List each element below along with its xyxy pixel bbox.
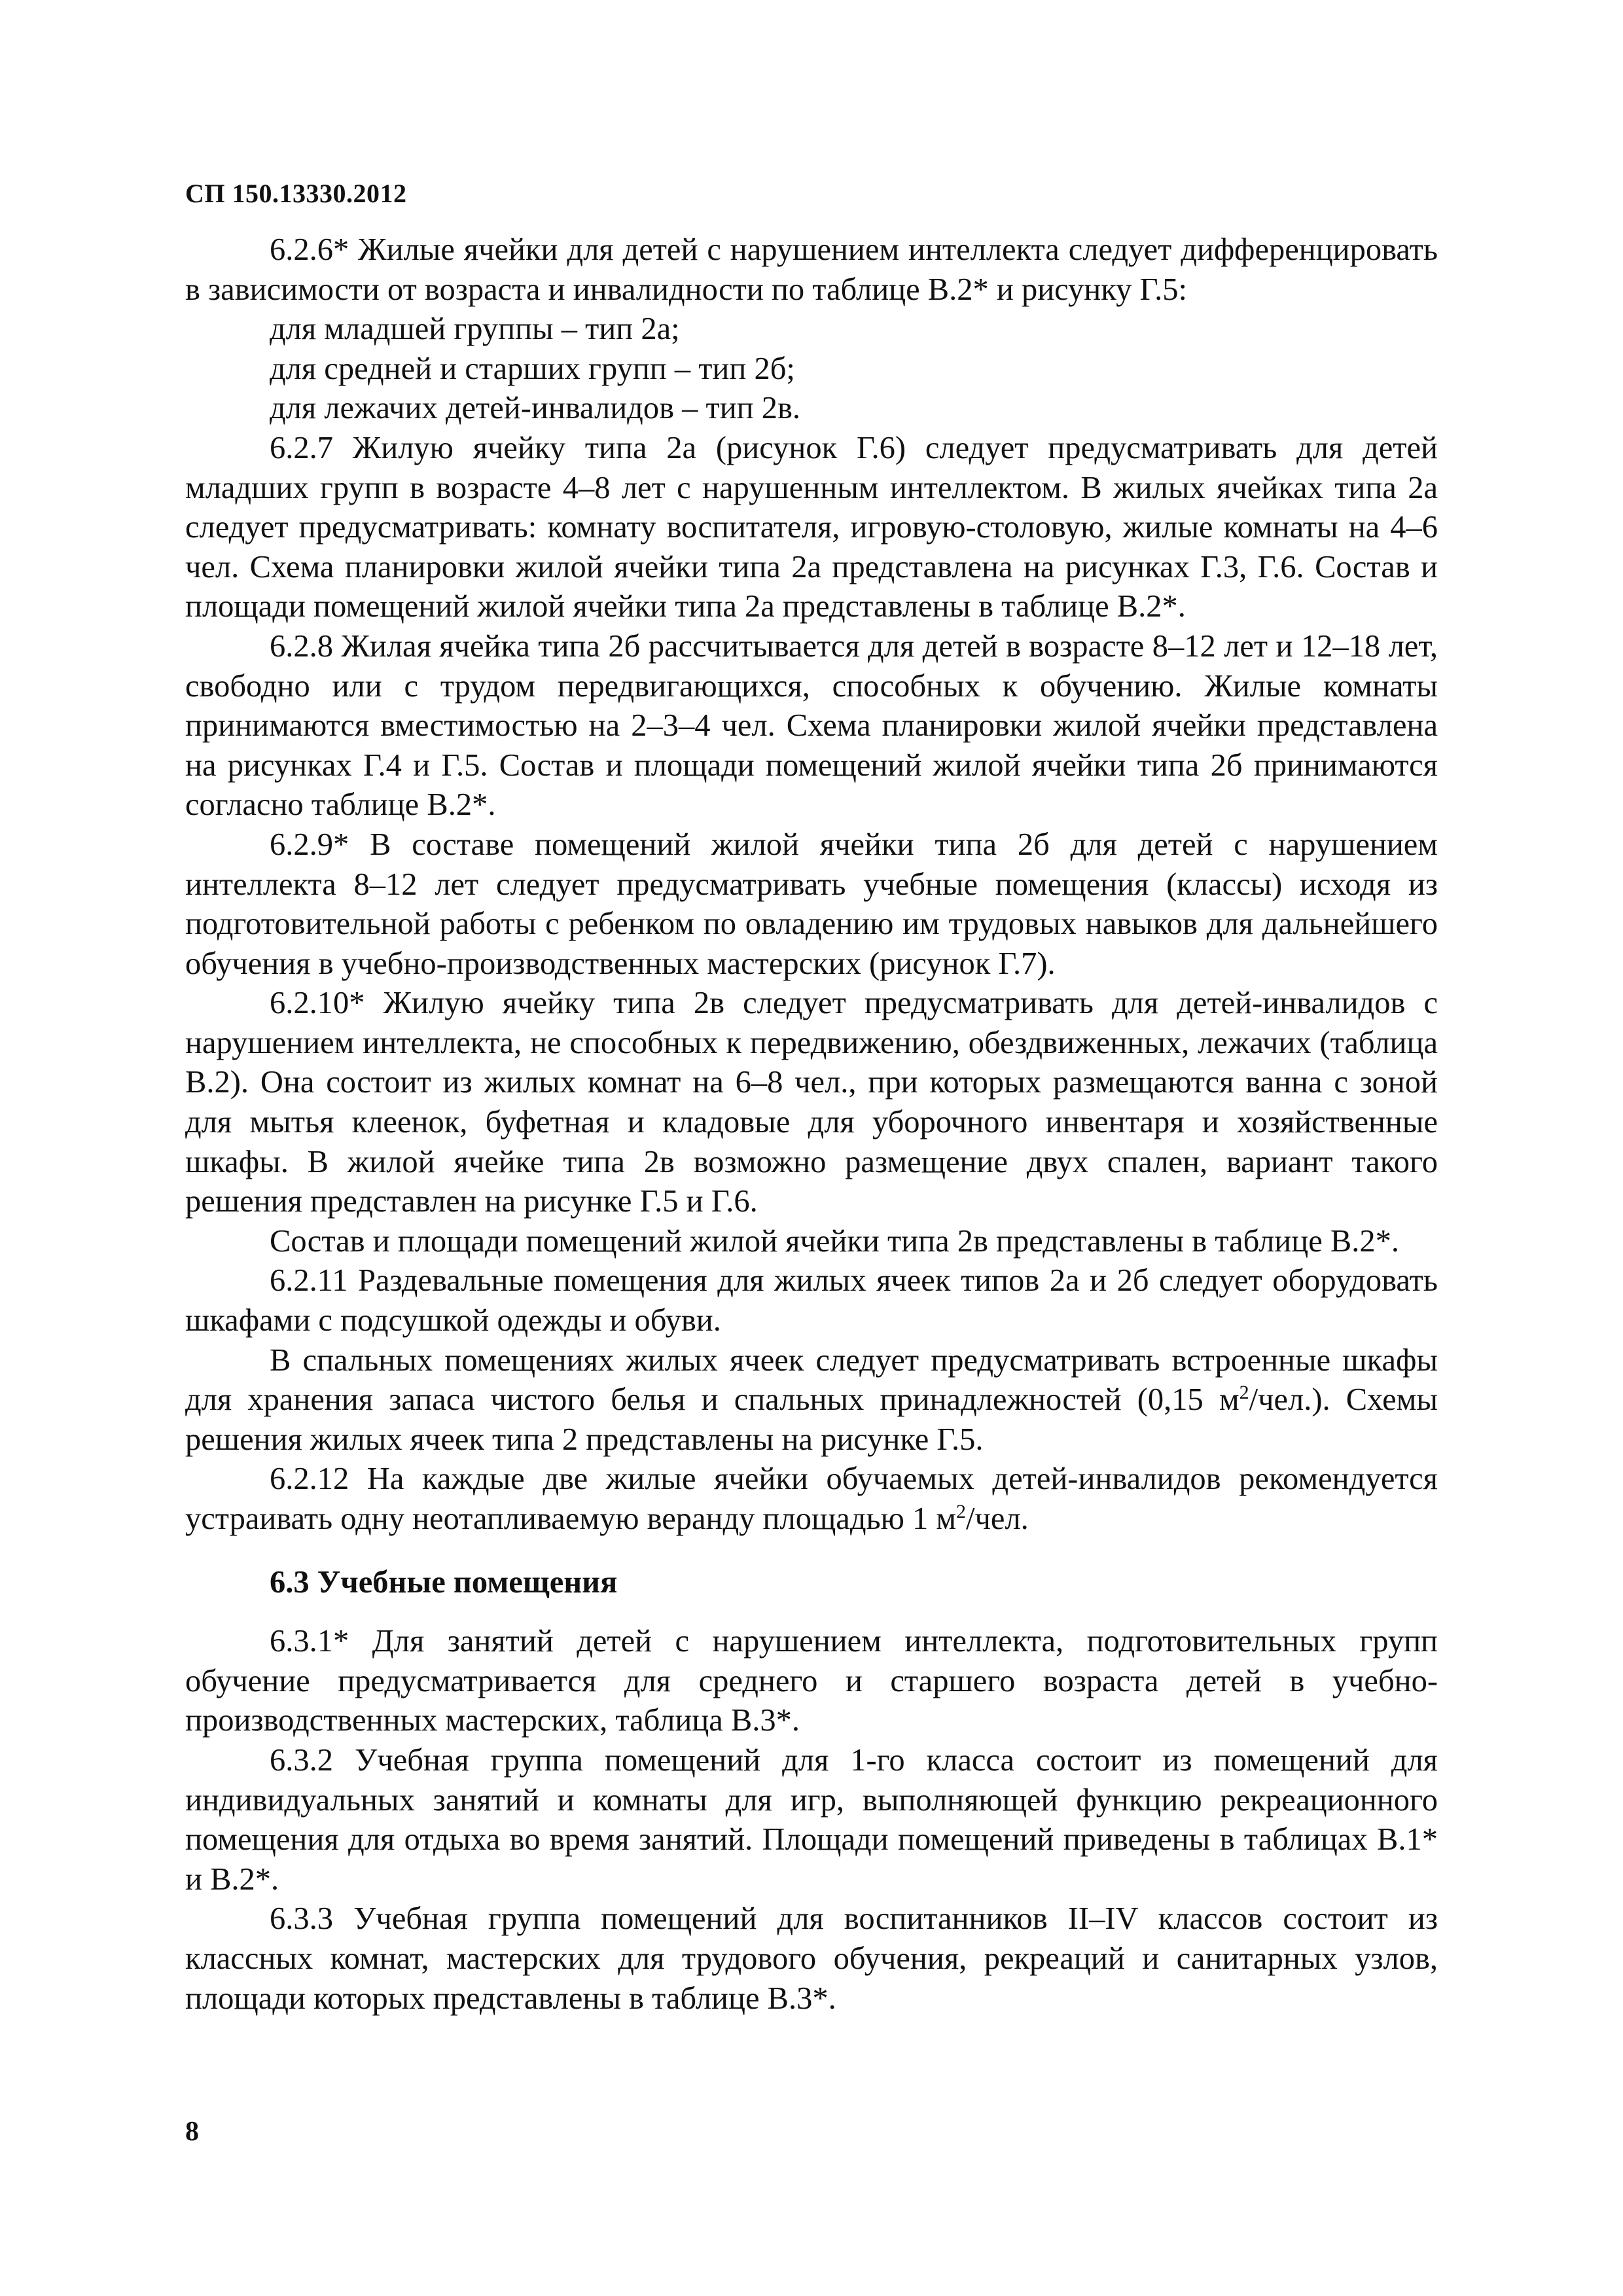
paragraph-6-2-7: 6.2.7 Жилую ячейку типа 2а (рисунок Г.6) следует предусматривать для детей младших групп в возрасте 4–8 лет с нарушенным интеллектом. В жилых ячейках типа 2а следует предусматривать: комнату воспитателя, игровую-столовую, жилые комнаты на 4–6 чел. Схема планировки жилой ячейки типа 2а представлена на рисунках Г.3, Г.6. Состав и площади помещений жилой ячейки типа 2а представлены в таблице В.2*.	[185, 430, 1438, 624]
paragraph-6-3-3: 6.3.3 Учебная группа помещений для воспитанников II–IV классов состоит из классных комнат, мастерских для трудового обучения, рекреаций и санитарных узлов, площади которых представлены в таблице В.3*.	[185, 1901, 1438, 2016]
paragraph-6-2-6: 6.2.6* Жилые ячейки для детей с нарушением интеллекта следует дифференцировать в зависимости от возраста и инвалидности по таблице В.2* и рисунку Г.5:	[185, 232, 1438, 307]
document-code-header: СП 150.13330.2012	[185, 179, 407, 208]
paragraph-6-2-8: 6.2.8 Жилая ячейка типа 2б рассчитывается для детей в возрасте 8–12 лет и 12–18 лет, свободно или с трудом передвигающихся, способных к обучению. Жилые комнаты принимаются вместимостью на 2–3–4 чел. Схема планировки жилой ячейки представлена на рисунках Г.4 и Г.5. Состав и площади помещений жилой ячейки типа 2б принимаются согласно таблице В.2*.	[185, 628, 1438, 823]
superscript: 2	[956, 1500, 967, 1522]
paragraph-text: /чел.). Схемы решения жилых ячеек типа 2 представлены на рисунке Г.5.	[185, 1382, 1438, 1457]
paragraph-6-2-11-continued	[185, 1341, 1438, 1460]
superscript: 2	[1239, 1382, 1249, 1404]
paragraph-text: /чел.	[966, 1501, 1029, 1536]
paragraph-text: В спальных помещениях жилых ячеек следует предусматривать встроенные шкафы для хранения запаса чистого белья и спальных принадлежностей (0,15 м	[185, 1342, 1438, 1418]
paragraph-text: 6.2.12 На каждые две жилые ячейки обучаемых детей-инвалидов рекомендуется устраивать одну неотапливаемую веранду площадью 1 м	[185, 1462, 1438, 1536]
list-item: для младшей группы – тип 2а;	[270, 312, 680, 347]
paragraph-6-2-12	[185, 1460, 1438, 1539]
paragraph-6-3-1: 6.3.1* Для занятий детей с нарушением интеллекта, подготовительных групп обучение предусматривается для среднего и старшего возраста детей в учебно-производственных мастерских, таблица В.3*.	[185, 1624, 1438, 1738]
section-heading: 6.3 Учебные помещения	[270, 1564, 618, 1600]
paragraph-6-2-9: 6.2.9* В составе помещений жилой ячейки типа 2б для детей с нарушением интеллекта 8–12 лет следует предусматривать учебные помещения (классы) исходя из подготовительной работы с ребенком по овладению им трудовых навыков для дальнейшего обучения в учебно-производственных мастерских (рисунок Г.7).	[185, 827, 1438, 981]
page-number: 8	[185, 2117, 199, 2147]
paragraph-6-2-10: 6.2.10* Жилую ячейку типа 2в следует предусматривать для детей-инвалидов с нарушением интеллекта, не способных к передвижению, обездвиженных, лежачих (таблица В.2). Она состоит из жилых комнат на 6–8 чел., при которых размещаются ванна с зоной для мытья клеенок, буфетная и кладовые для уборочного инвентаря и хозяйственные шкафы. В жилой ячейке типа 2в возможно размещение двух спален, вариант такого решения представлен на рисунке Г.5 и Г.6.	[185, 986, 1438, 1219]
list-item: для лежачих детей-инвалидов – тип 2в.	[270, 391, 801, 426]
paragraph-6-3-2: 6.3.2 Учебная группа помещений для 1-го класса состоит из помещений для индивидуальных занятий и комнаты для игр, выполняющей функцию рекреационного помещения для отдыха во время занятий. Площади помещений приведены в таблицах В.1* и В.2*.	[185, 1742, 1438, 1897]
list-item: для средней и старших групп – тип 2б;	[270, 351, 795, 386]
document-body	[185, 230, 1438, 2018]
paragraph-6-2-10-continued: Состав и площади помещений жилой ячейки типа 2в представлены в таблице В.2*.	[270, 1223, 1399, 1259]
paragraph-6-2-11: 6.2.11 Раздевальные помещения для жилых ячеек типов 2а и 2б следует оборудовать шкафами с подсушкой одежды и обуви.	[185, 1263, 1438, 1338]
